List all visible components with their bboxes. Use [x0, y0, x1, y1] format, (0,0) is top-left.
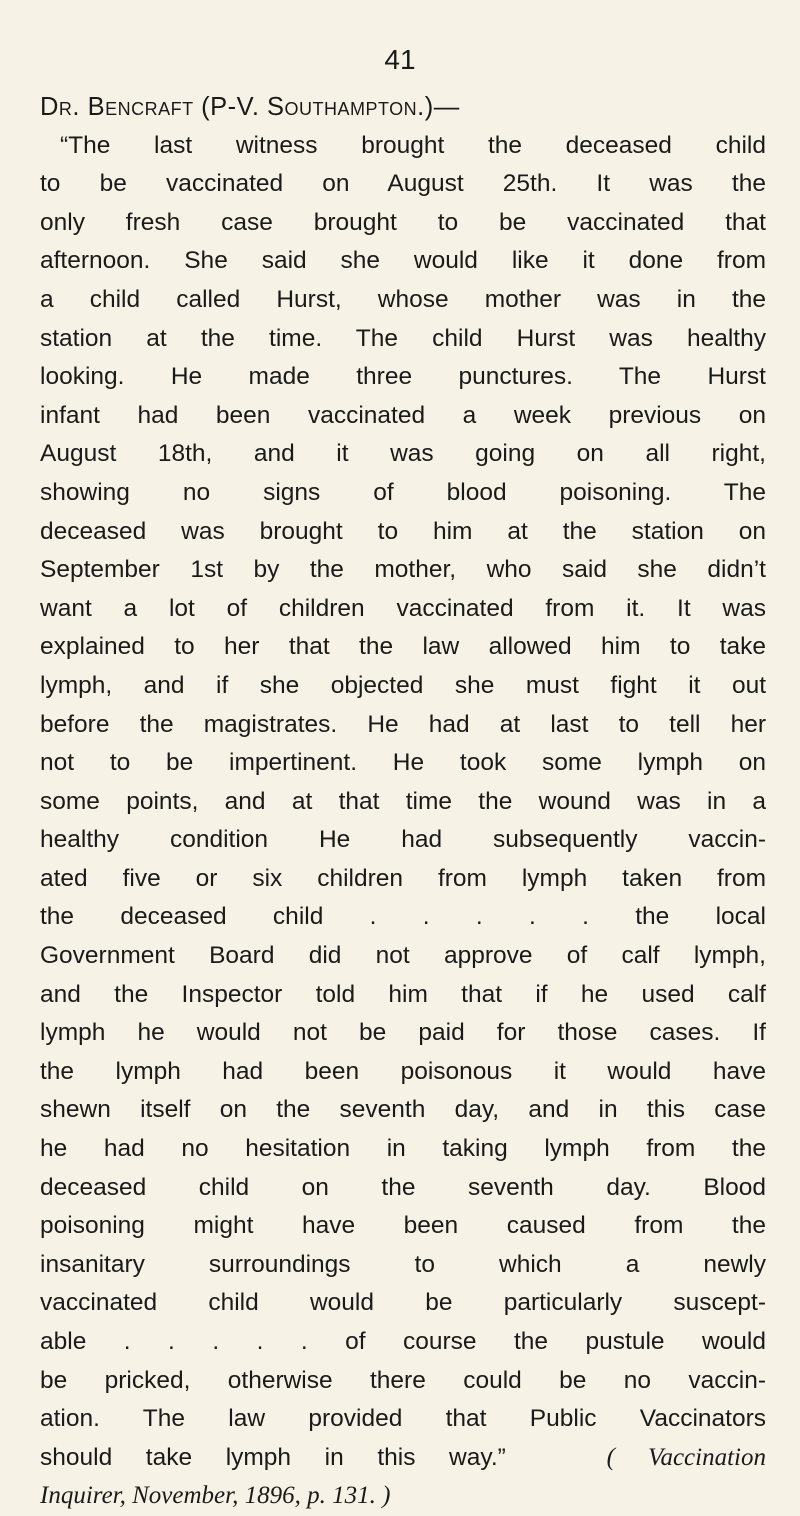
citation-start: ( Vaccination: [606, 1443, 766, 1471]
text-line: shewn itself on the seventh day, and in this case: [40, 1096, 766, 1124]
text-line: deceased was brought to him at the station on: [40, 517, 766, 545]
text-line: explained to her that the law allowed him to take: [40, 633, 766, 661]
text-line: lymph, and if she objected she must fight it out: [40, 671, 766, 699]
body-text: [40, 88, 766, 1516]
text-line: some points, and at that time the wound was in a: [40, 787, 766, 815]
text-line: infant had been vaccinated a week previous on: [40, 401, 766, 429]
text-line: be pricked, otherwise there could be no vaccin-: [40, 1366, 766, 1394]
text-line: “The last witness brought the deceased child: [60, 131, 766, 159]
text-line: able . . . . . of course the pustule would: [40, 1328, 766, 1355]
speaker-heading-text: Dr. Bencraft (P-V. Southampton.)—: [40, 93, 460, 121]
text-line: not to be impertinent. He took some lymph on: [40, 749, 766, 777]
text-line: healthy condition He had subsequently vaccin-: [40, 826, 766, 854]
text-line: he had no hesitation in taking lymph from the: [40, 1135, 766, 1163]
text-line: afternoon. She said she would like it done from: [40, 247, 766, 275]
text-line: August 18th, and it was going on all right,: [40, 440, 766, 468]
text-line: lymph he would not be paid for those cases. If: [40, 1019, 766, 1047]
text-line: to be vaccinated on August 25th. It was the: [40, 170, 766, 198]
closing-quote-text: should take lymph in this way.”: [40, 1443, 506, 1471]
speaker-heading: [40, 88, 766, 127]
text-line: a child called Hurst, whose mother was in the: [40, 285, 766, 313]
text-line: before the magistrates. He had at last to tell her: [40, 710, 766, 738]
text-line: deceased child on the seventh day. Blood: [40, 1173, 766, 1201]
text-line: ation. The law provided that Public Vaccinators: [40, 1405, 766, 1433]
citation-end: Inquirer, November, 1896, p. 131. ): [40, 1482, 391, 1510]
text-line: ated five or six children from lymph taken from: [40, 864, 766, 892]
text-line: the deceased child . . . . . the local: [40, 903, 766, 931]
text-line: insanitary surroundings to which a newly: [40, 1250, 766, 1278]
text-line: station at the time. The child Hurst was healthy: [40, 324, 766, 352]
text-line: Government Board did not approve of calf lymph,: [40, 942, 766, 970]
text-line: and the Inspector told him that if he used calf: [40, 980, 766, 1008]
text-line: showing no signs of blood poisoning. The: [40, 478, 766, 506]
text-line: want a lot of children vaccinated from it. It was: [40, 594, 766, 622]
page-number: 41: [384, 44, 416, 75]
text-line: vaccinated child would be particularly suscept-: [40, 1289, 766, 1317]
text-line: poisoning might have been caused from the: [40, 1212, 766, 1240]
text-line: looking. He made three punctures. The Hurst: [40, 363, 766, 391]
text-line: only fresh case brought to be vaccinated that: [40, 208, 766, 236]
text-line-with-citation: [40, 1439, 766, 1478]
citation-line: [40, 1477, 766, 1516]
text-line: September 1st by the mother, who said she didn’t: [40, 556, 766, 584]
text-line: the lymph had been poisonous it would have: [40, 1057, 766, 1085]
